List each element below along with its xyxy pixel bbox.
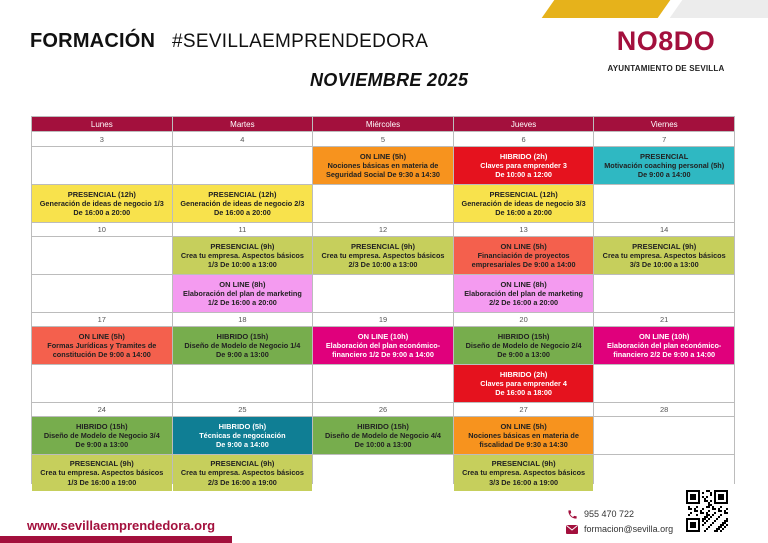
- logo-subtitle: AYUNTAMIENTO DE SEVILLA: [607, 64, 725, 73]
- date-number: 13: [454, 223, 594, 236]
- course-modality: PRESENCIAL (9h): [350, 241, 416, 251]
- course-modality: PRESENCIAL (9h): [632, 241, 697, 251]
- date-number: 20: [454, 313, 594, 326]
- course-cell: [454, 417, 594, 454]
- course-modality: ON LINE (8h): [500, 279, 547, 289]
- course-detail: Motivación coaching personal (5h): [604, 160, 725, 170]
- course-detail: Diseño de Modelo de Negocio 3/4: [43, 430, 160, 440]
- course-detail: De 9:00 a 14:00: [216, 440, 269, 450]
- date-number: 21: [594, 313, 734, 326]
- course-modality: PRESENCIAL (9h): [210, 241, 275, 251]
- course-cell: [173, 455, 313, 491]
- course-detail: financiero 2/2 De 9:00 a 14:00: [613, 350, 716, 360]
- course-detail: De 16:00 a 20:00: [73, 208, 131, 218]
- course-detail: Crea tu empresa. Aspectos básicos: [180, 468, 304, 478]
- course-detail: De 16:00 a 20:00: [495, 208, 552, 218]
- course-detail: Financiación de proyectos: [477, 250, 570, 260]
- course-modality: ON LINE (5h): [359, 151, 407, 161]
- empty-cell: [313, 365, 453, 402]
- course-cell: [313, 327, 453, 364]
- course-detail: 1/3 De 16:00 a 19:00: [67, 477, 137, 487]
- course-detail: Generación de ideas de negocio 1/3: [39, 198, 164, 208]
- course-detail: Crea tu empresa. Aspectos básicos: [40, 468, 164, 478]
- email-contact: [566, 524, 673, 534]
- course-modality: PRESENCIAL (9h): [69, 459, 134, 469]
- empty-cell: [313, 455, 453, 491]
- course-cell: [594, 327, 734, 364]
- course-modality: PRESENCIAL (12h): [489, 189, 558, 199]
- day-header: Jueves: [454, 117, 594, 131]
- course-cell: [454, 237, 594, 274]
- course-modality: ON LINE (10h): [357, 331, 409, 341]
- course-cell: [454, 455, 594, 491]
- empty-cell: [594, 417, 734, 454]
- course-modality: HIBRIDO (5h): [218, 421, 267, 431]
- training-calendar: [31, 116, 735, 487]
- course-modality: HIBRIDO (15h): [75, 421, 128, 431]
- date-number: 4: [173, 132, 313, 146]
- course-detail: Formas Jurídicas y Tramites de: [47, 340, 157, 350]
- course-modality: PRESENCIAL (12h): [208, 189, 277, 199]
- course-detail: 3/3 De 16:00 a 19:00: [489, 477, 559, 487]
- hashtag: #SEVILLAEMPRENDEDORA: [172, 31, 429, 52]
- course-cell: [313, 147, 453, 184]
- course-detail: Diseño de Modelo de Negocio 4/4: [325, 430, 441, 440]
- date-number: 26: [313, 403, 453, 416]
- course-cell: [32, 327, 172, 364]
- course-detail: Diseño de Modelo de Negocio 1/4: [184, 340, 301, 350]
- course-modality: ON LINE (5h): [500, 241, 547, 251]
- course-modality: HIBRIDO (2h): [499, 151, 548, 161]
- course-cell: [173, 275, 313, 312]
- footer-bar: [0, 536, 232, 543]
- course-cell: [173, 417, 313, 454]
- date-number: 17: [32, 313, 172, 326]
- course-detail: 3/3 De 10:00 a 13:00: [629, 260, 699, 270]
- course-detail: Crea tu empresa. Aspectos básicos: [462, 468, 586, 478]
- course-modality: PRESENCIAL (9h): [491, 459, 556, 469]
- course-modality: HIBRIDO (15h): [357, 421, 409, 431]
- date-number: 7: [594, 132, 734, 146]
- course-detail: constitución De 9:00 a 14:00: [52, 350, 151, 360]
- course-cell: [594, 147, 734, 184]
- phone-contact: [566, 509, 634, 519]
- course-cell: [32, 185, 172, 222]
- empty-cell: [313, 185, 453, 222]
- empty-cell: [173, 365, 313, 402]
- empty-cell: [32, 275, 172, 312]
- course-detail: 2/2 De 16:00 a 20:00: [489, 298, 559, 308]
- date-number: 19: [313, 313, 453, 326]
- email-icon: [566, 524, 578, 534]
- course-cell: [454, 327, 594, 364]
- course-detail: De 9:00 a 13:00: [75, 440, 129, 450]
- logo-text: NO8DO: [616, 26, 716, 56]
- course-detail: Nociones básicas en materia de: [468, 430, 579, 440]
- course-cell: [32, 417, 172, 454]
- course-modality: ON LINE (10h): [638, 331, 690, 341]
- decorative-grey-stripe: [670, 0, 768, 18]
- course-cell: [313, 237, 453, 274]
- date-number: 27: [454, 403, 594, 416]
- course-detail: Seguridad Social De 9:30 a 14:30: [326, 170, 440, 180]
- empty-cell: [32, 365, 172, 402]
- course-modality: HIBRIDO (2h): [499, 369, 548, 379]
- course-cell: [173, 185, 313, 222]
- date-number: 24: [32, 403, 172, 416]
- date-number: 14: [594, 223, 734, 236]
- course-modality: ON LINE (8h): [219, 279, 266, 289]
- course-detail: Técnicas de negociación: [199, 430, 286, 440]
- course-detail: De 9:00 a 13:00: [216, 350, 269, 360]
- date-number: 10: [32, 223, 172, 236]
- month-title: NOVIEMBRE 2025: [310, 70, 469, 90]
- course-detail: empresariales De 9:00 a 14:00: [471, 260, 576, 270]
- city-logo: [606, 26, 726, 73]
- course-cell: [173, 237, 313, 274]
- course-detail: fiscalidad De 9:30 a 14:30: [479, 440, 568, 450]
- course-cell: [594, 237, 734, 274]
- day-header: Lunes: [32, 117, 172, 131]
- course-cell: [173, 327, 313, 364]
- date-number: 18: [173, 313, 313, 326]
- course-modality: HIBRIDO (15h): [216, 331, 269, 341]
- course-detail: Crea tu empresa. Aspectos básicos: [180, 250, 304, 260]
- course-detail: De 10:00 a 13:00: [354, 440, 412, 450]
- course-modality: PRESENCIAL (12h): [67, 189, 136, 199]
- course-detail: De 9:00 a 14:00: [637, 170, 691, 180]
- phone-number: 955 470 722: [584, 509, 635, 519]
- course-detail: Generación de ideas de negocio 3/3: [461, 198, 586, 208]
- course-detail: Crea tu empresa. Aspectos básicos: [602, 250, 726, 260]
- course-modality: PRESENCIAL: [640, 151, 689, 161]
- course-detail: Elaboración del plan de marketing: [464, 288, 583, 298]
- phone-icon: [566, 509, 578, 519]
- course-detail: 1/2 De 16:00 a 20:00: [207, 298, 277, 308]
- course-detail: 1/3 De 10:00 a 13:00: [207, 260, 277, 270]
- course-detail: financiero 1/2 De 9:00 a 14:00: [332, 350, 434, 360]
- qr-code[interactable]: [686, 490, 728, 532]
- day-header: Viernes: [594, 117, 734, 131]
- course-detail: Crea tu empresa. Aspectos básicos: [321, 250, 445, 260]
- course-detail: Elaboración del plan de marketing: [182, 288, 302, 298]
- course-detail: 2/3 De 16:00 a 19:00: [207, 477, 277, 487]
- day-header: Martes: [173, 117, 313, 131]
- empty-cell: [173, 147, 313, 184]
- course-detail: De 9:00 a 13:00: [497, 350, 550, 360]
- date-number: 5: [313, 132, 453, 146]
- day-header: Miércoles: [313, 117, 453, 131]
- course-cell: [32, 455, 172, 491]
- date-number: 3: [32, 132, 172, 146]
- empty-cell: [313, 275, 453, 312]
- course-detail: De 10:00 a 12:00: [495, 170, 552, 180]
- empty-cell: [594, 185, 734, 222]
- course-modality: PRESENCIAL (9h): [210, 459, 275, 469]
- empty-cell: [32, 237, 172, 274]
- website-link[interactable]: www.sevillaemprendedora.org: [27, 518, 216, 533]
- date-number: 6: [454, 132, 594, 146]
- page-title: FORMACIÓN: [30, 30, 156, 52]
- course-cell: [454, 365, 594, 402]
- course-cell: [313, 417, 453, 454]
- course-modality: HIBRIDO (15h): [497, 331, 550, 341]
- date-number: 25: [173, 403, 313, 416]
- decorative-yellow-stripe: [542, 0, 671, 18]
- course-detail: Diseño de Modelo de Negocio 2/4: [465, 340, 582, 350]
- course-cell: [454, 147, 594, 184]
- empty-cell: [32, 147, 172, 184]
- date-number: 12: [313, 223, 453, 236]
- course-detail: De 16:00 a 20:00: [213, 208, 271, 218]
- course-cell: [454, 275, 594, 312]
- course-cell: [454, 185, 594, 222]
- course-detail: Elaboración del plan económico-: [607, 340, 722, 350]
- course-detail: Nociones básicas en materia de: [327, 160, 439, 170]
- email-address[interactable]: formacion@sevilla.org: [584, 524, 674, 534]
- course-modality: ON LINE (5h): [78, 331, 125, 341]
- course-detail: Claves para emprender 3: [480, 160, 567, 170]
- course-detail: Claves para emprender 4: [480, 378, 567, 388]
- empty-cell: [594, 455, 734, 491]
- date-number: 11: [173, 223, 313, 236]
- course-modality: ON LINE (5h): [500, 421, 547, 431]
- date-number: 28: [594, 403, 734, 416]
- empty-cell: [594, 275, 734, 312]
- empty-cell: [594, 365, 734, 402]
- course-detail: 2/3 De 10:00 a 13:00: [348, 260, 418, 270]
- course-detail: Elaboración del plan económico-: [325, 340, 441, 350]
- course-detail: Generación de ideas de negocio 2/3: [180, 198, 305, 208]
- course-detail: De 16:00 a 18:00: [495, 388, 552, 398]
